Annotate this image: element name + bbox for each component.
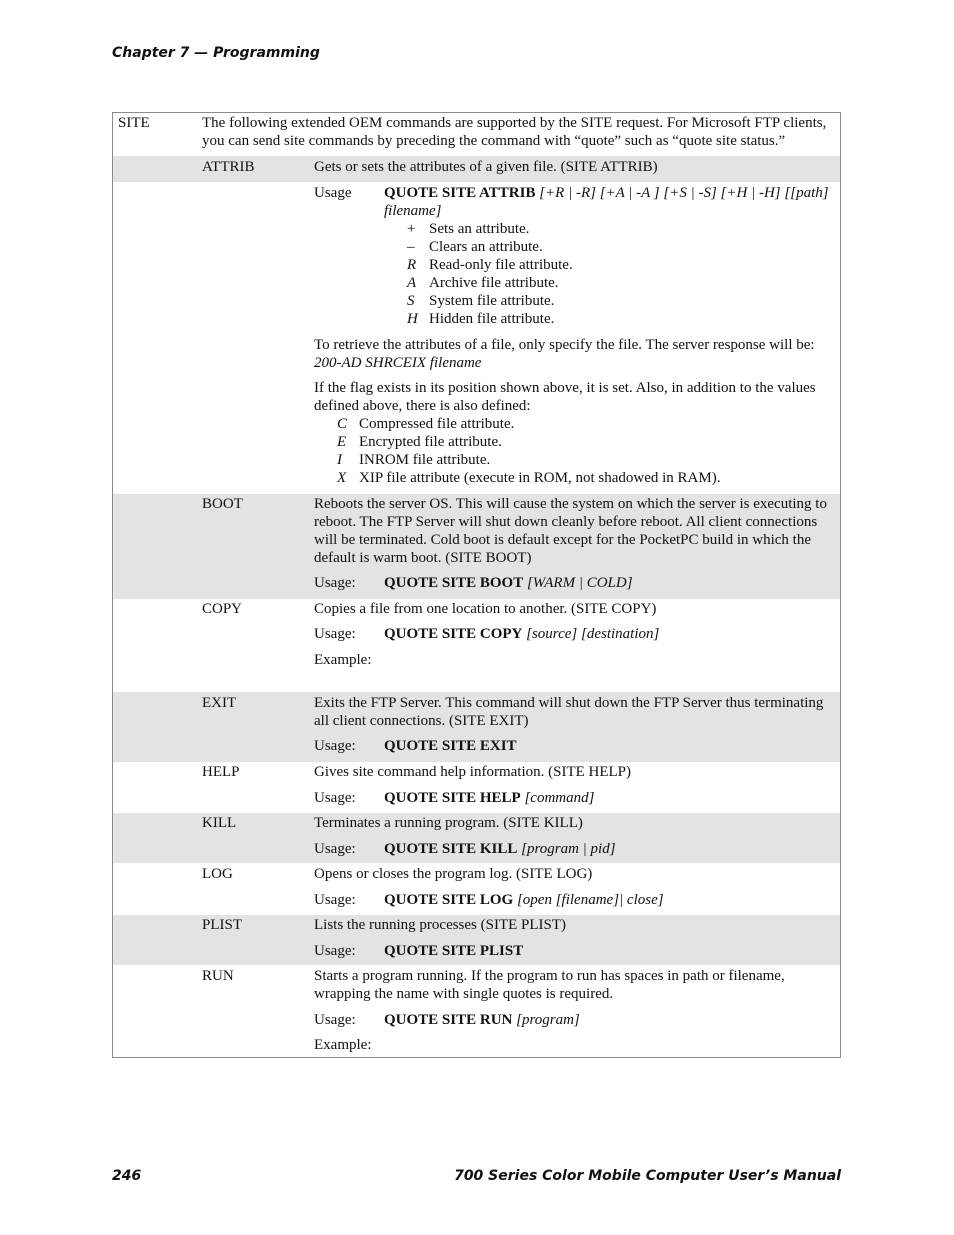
help-syntax bbox=[384, 789, 594, 807]
plist-name: PLIST bbox=[202, 917, 243, 933]
copy-desc: Copies a file from one location to another. (SITE COPY) bbox=[314, 601, 657, 617]
copy-usage-label: Usage: bbox=[314, 626, 356, 642]
boot-name: BOOT bbox=[202, 496, 243, 512]
extra-flag-sym: I bbox=[337, 452, 342, 468]
kill-args: [program | pid] bbox=[521, 841, 616, 857]
exit-desc: Exits the FTP Server. This command will shut down the FTP Server thus terminating all client connections. (SITE EXIT) bbox=[314, 695, 824, 729]
attrib-syntax-filename: filename] bbox=[384, 203, 442, 219]
flag-sym: – bbox=[407, 239, 415, 255]
log-args: [open [filename]| close] bbox=[516, 892, 664, 908]
log-usage-label: Usage: bbox=[314, 892, 356, 908]
log-name: LOG bbox=[202, 866, 233, 882]
help-desc: Gives site command help information. (SITE HELP) bbox=[314, 764, 632, 780]
boot-args: [WARM | COLD] bbox=[526, 575, 633, 591]
kill-usage-label: Usage: bbox=[314, 841, 356, 857]
boot-command: QUOTE SITE BOOT bbox=[384, 575, 524, 591]
attrib-syntax-cont bbox=[384, 202, 442, 220]
plist-usage-label: Usage: bbox=[314, 943, 356, 959]
run-args: [program] bbox=[516, 1012, 580, 1028]
copy-syntax bbox=[384, 625, 659, 643]
kill-name: KILL bbox=[202, 815, 237, 831]
flag-sym: S bbox=[407, 293, 415, 309]
exit-usage-label: Usage: bbox=[314, 738, 356, 754]
attrib-usage-label: Usage bbox=[314, 185, 352, 201]
flag-sym: + bbox=[407, 221, 416, 237]
attrib-response: 200-AD SHRCEIX filename bbox=[314, 355, 482, 371]
copy-command: QUOTE SITE COPY bbox=[384, 626, 523, 642]
copy-example-label: Example: bbox=[314, 652, 372, 668]
copy-args: [source] [destination] bbox=[526, 626, 660, 642]
log-command: QUOTE SITE LOG bbox=[384, 892, 514, 908]
log-desc: Opens or closes the program log. (SITE LOG) bbox=[314, 866, 593, 882]
flag-text: Hidden file attribute. bbox=[429, 311, 555, 327]
exit-command: QUOTE SITE EXIT bbox=[384, 738, 517, 754]
help-args: [command] bbox=[524, 790, 595, 806]
extra-flag-text: XIP file attribute (execute in ROM, not shadowed in RAM). bbox=[359, 470, 721, 486]
attrib-flag-note: If the flag exists in its position shown above, it is set. Also, in addition to the values defined above, there is also defined: bbox=[314, 380, 816, 414]
attrib-command: QUOTE SITE ATTRIB bbox=[384, 185, 536, 201]
site-label: SITE bbox=[118, 115, 150, 131]
flag-text: Sets an attribute. bbox=[429, 221, 530, 237]
run-command: QUOTE SITE RUN bbox=[384, 1012, 513, 1028]
help-usage-label: Usage: bbox=[314, 790, 356, 806]
plist-desc: Lists the running processes (SITE PLIST) bbox=[314, 917, 567, 933]
flag-text: Archive file attribute. bbox=[429, 275, 559, 291]
log-syntax bbox=[384, 891, 664, 909]
run-syntax bbox=[384, 1011, 580, 1029]
help-command: QUOTE SITE HELP bbox=[384, 790, 521, 806]
site-intro: The following extended OEM commands are supported by the SITE request. For Microsoft FTP clients, you can send site commands by preceding the command with “quote” such as “quote site status.” bbox=[202, 115, 827, 149]
extra-flag-sym: C bbox=[337, 416, 348, 432]
chapter-header: Chapter 7 — Programming bbox=[112, 45, 320, 61]
boot-usage-label: Usage: bbox=[314, 575, 356, 591]
run-usage-label: Usage: bbox=[314, 1012, 356, 1028]
flag-sym: A bbox=[407, 275, 417, 291]
exit-name: EXIT bbox=[202, 695, 237, 711]
attrib-name: ATTRIB bbox=[202, 159, 255, 175]
manual-title: 700 Series Color Mobile Computer User’s Manual bbox=[454, 1168, 841, 1184]
plist-command: QUOTE SITE PLIST bbox=[384, 943, 524, 959]
boot-desc: Reboots the server OS. This will cause the system on which the server is executing to reboot. The FTP Server will shut down cleanly before reboot. All client connections will be terminated. Cold boot is default except for the PocketPC build in which the default is warm boot. (SITE BOOT) bbox=[314, 496, 827, 566]
flag-text: System file attribute. bbox=[429, 293, 555, 309]
attrib-retrieve-text bbox=[314, 336, 839, 372]
run-example-label: Example: bbox=[314, 1037, 372, 1053]
extra-flag-text: Encrypted file attribute. bbox=[359, 434, 502, 450]
attrib-retrieve: To retrieve the attributes of a file, only specify the file. The server response will be: bbox=[314, 337, 815, 353]
flag-sym: H bbox=[407, 311, 418, 327]
extra-flag-sym: X bbox=[337, 470, 347, 486]
extra-flag-text: INROM file attribute. bbox=[359, 452, 491, 468]
site-commands-table bbox=[112, 112, 841, 1058]
flag-text: Read-only file attribute. bbox=[429, 257, 573, 273]
attrib-syntax bbox=[384, 184, 829, 202]
run-desc: Starts a program running. If the program to run has spaces in path or filename, wrapping the name with single quotes is required. bbox=[314, 968, 785, 1002]
attrib-desc: Gets or sets the attributes of a given file. (SITE ATTRIB) bbox=[314, 159, 658, 175]
boot-syntax bbox=[384, 574, 633, 592]
kill-command: QUOTE SITE KILL bbox=[384, 841, 518, 857]
kill-desc: Terminates a running program. (SITE KILL) bbox=[314, 815, 583, 831]
flag-sym: R bbox=[407, 257, 417, 273]
help-name: HELP bbox=[202, 764, 240, 780]
extra-flag-sym: E bbox=[337, 434, 347, 450]
page-number: 246 bbox=[112, 1168, 142, 1184]
attrib-syntax-args: [+R | -R] [+A | -A ] [+S | -S] [+H | -H] [[path] bbox=[539, 185, 829, 201]
flag-text: Clears an attribute. bbox=[429, 239, 543, 255]
kill-syntax bbox=[384, 840, 616, 858]
copy-name: COPY bbox=[202, 601, 243, 617]
extra-flag-text: Compressed file attribute. bbox=[359, 416, 515, 432]
run-name: RUN bbox=[202, 968, 234, 984]
